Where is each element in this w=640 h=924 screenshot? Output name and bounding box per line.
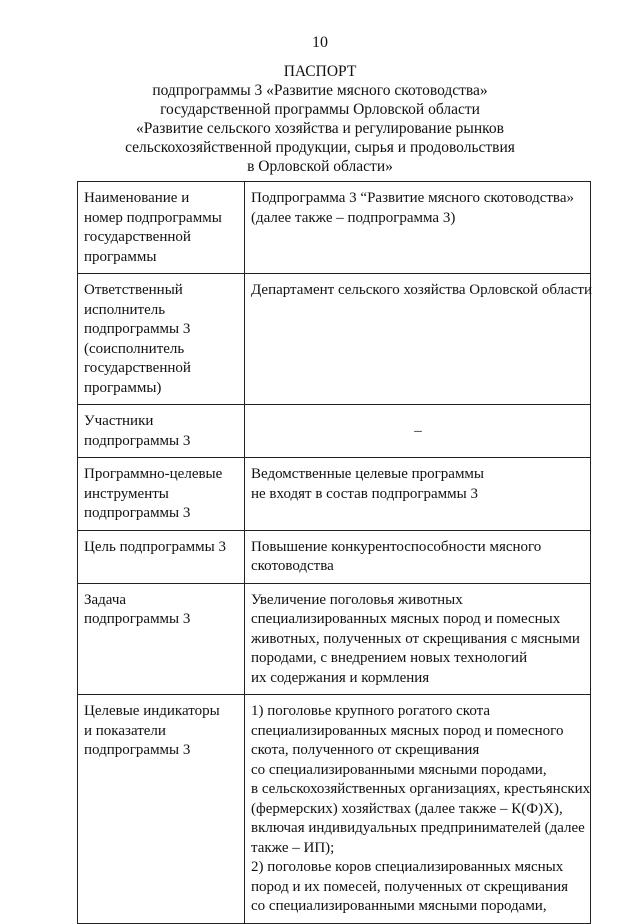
label-cell [78, 530, 245, 583]
value-line: Департамент сельского хозяйства Орловской области [251, 282, 592, 298]
label-cell [78, 182, 245, 274]
label-cell [78, 695, 245, 924]
value-line: включая индивидуальных предпринимателей (далее [251, 820, 585, 836]
label-line: и показатели [84, 722, 166, 739]
label-line: подпрограммы 3 [84, 321, 191, 337]
passport-table [77, 181, 591, 924]
label-line: государственной [84, 360, 191, 376]
table-row-task [78, 583, 591, 695]
value-cell [245, 182, 591, 274]
label-cell [78, 274, 245, 405]
value-cell [245, 583, 591, 695]
value-line: не входят в состав подпрограммы 3 [251, 485, 478, 502]
value-cell [245, 274, 591, 405]
value-cell [245, 458, 591, 531]
value-line: Ведомственные целевые программы [251, 466, 485, 482]
value-line: породами, с внедрением новых технологий [251, 650, 528, 666]
heading-line: государственной программы Орловской области [160, 101, 480, 118]
heading-line: «Развитие сельского хозяйства и регулирование рынков [136, 120, 504, 137]
label-line: Участники [84, 413, 154, 429]
label-line: (соисполнитель [84, 340, 185, 357]
label-line: подпрограммы 3 [84, 432, 191, 449]
value-line: Увеличение поголовья животных [251, 591, 463, 608]
table-row-target-indicators [78, 695, 591, 924]
value-line: Повышение конкурентоспособности мясного [251, 538, 542, 555]
value-line: животных, полученных от скрещивания с мясными [251, 630, 580, 647]
label-line: Задача [84, 591, 127, 608]
label-line: Наименование и [84, 190, 190, 206]
label-line: подпрограммы 3 [84, 742, 191, 758]
value-line: 2) поголовье коров специализированных мясных [251, 859, 564, 875]
value-line: пород и их помесей, полученных от скрещивания [251, 878, 569, 895]
page-number: 10 [312, 34, 328, 51]
label-line: Программно-целевые [84, 466, 223, 482]
value-line: 1) поголовье крупного рогатого скота [251, 703, 491, 719]
label-line: государственной [84, 229, 191, 245]
value-line: (далее также – подпрограмма 3) [251, 209, 456, 226]
heading-title: ПАСПОРТ [283, 63, 357, 80]
value-cell [245, 530, 591, 583]
table-row-responsible-executor [78, 274, 591, 405]
label-line: Ответственный [84, 282, 183, 298]
value-line: также – ИП); [251, 839, 335, 856]
label-line: программы) [84, 379, 162, 396]
value-line: специализированных мясных пород и помесных [251, 611, 561, 627]
value-line: – [414, 422, 422, 439]
label-line: программы [84, 248, 157, 265]
value-line: Подпрограмма 3 “Развитие мясного скотоводства» [251, 190, 574, 206]
value-line: (фермерских) хозяйствах (далее также – К(Ф)Х), [251, 800, 563, 817]
document-heading [60, 62, 580, 176]
table-row-participants [78, 405, 591, 458]
label-line: номер подпрограммы [84, 209, 222, 226]
label-line: инструменты [84, 485, 169, 502]
value-line: в сельскохозяйственных организациях, крестьянских [251, 781, 591, 797]
table-row-program-instruments [78, 458, 591, 531]
table-row-subprogram-name [78, 182, 591, 274]
label-cell [78, 405, 245, 458]
value-line: скота, полученного от скрещивания [251, 742, 480, 758]
value-line: скотоводства [251, 558, 334, 574]
value-line: со специализированными мясными породами, [251, 898, 547, 914]
label-cell [78, 583, 245, 695]
heading-line: подпрограммы 3 «Развитие мясного скотоводства» [152, 82, 488, 99]
value-line: со специализированными мясными породами, [251, 761, 547, 778]
label-line: Цель подпрограммы 3 [84, 538, 226, 555]
value-line: их содержания и кормления [251, 669, 430, 686]
value-line: специализированных мясных пород и помесного [251, 722, 564, 739]
heading-line: сельскохозяйственной продукции, сырья и продовольствия [125, 139, 515, 156]
label-cell [78, 458, 245, 531]
label-line: подпрограммы 3 [84, 611, 191, 627]
label-line: исполнитель [84, 301, 166, 318]
table-row-goal [78, 530, 591, 583]
label-line: Целевые индикаторы [84, 703, 220, 719]
label-line: подпрограммы 3 [84, 505, 191, 521]
value-cell [245, 405, 591, 458]
value-cell [245, 695, 591, 924]
heading-line: в Орловской области» [247, 158, 393, 175]
